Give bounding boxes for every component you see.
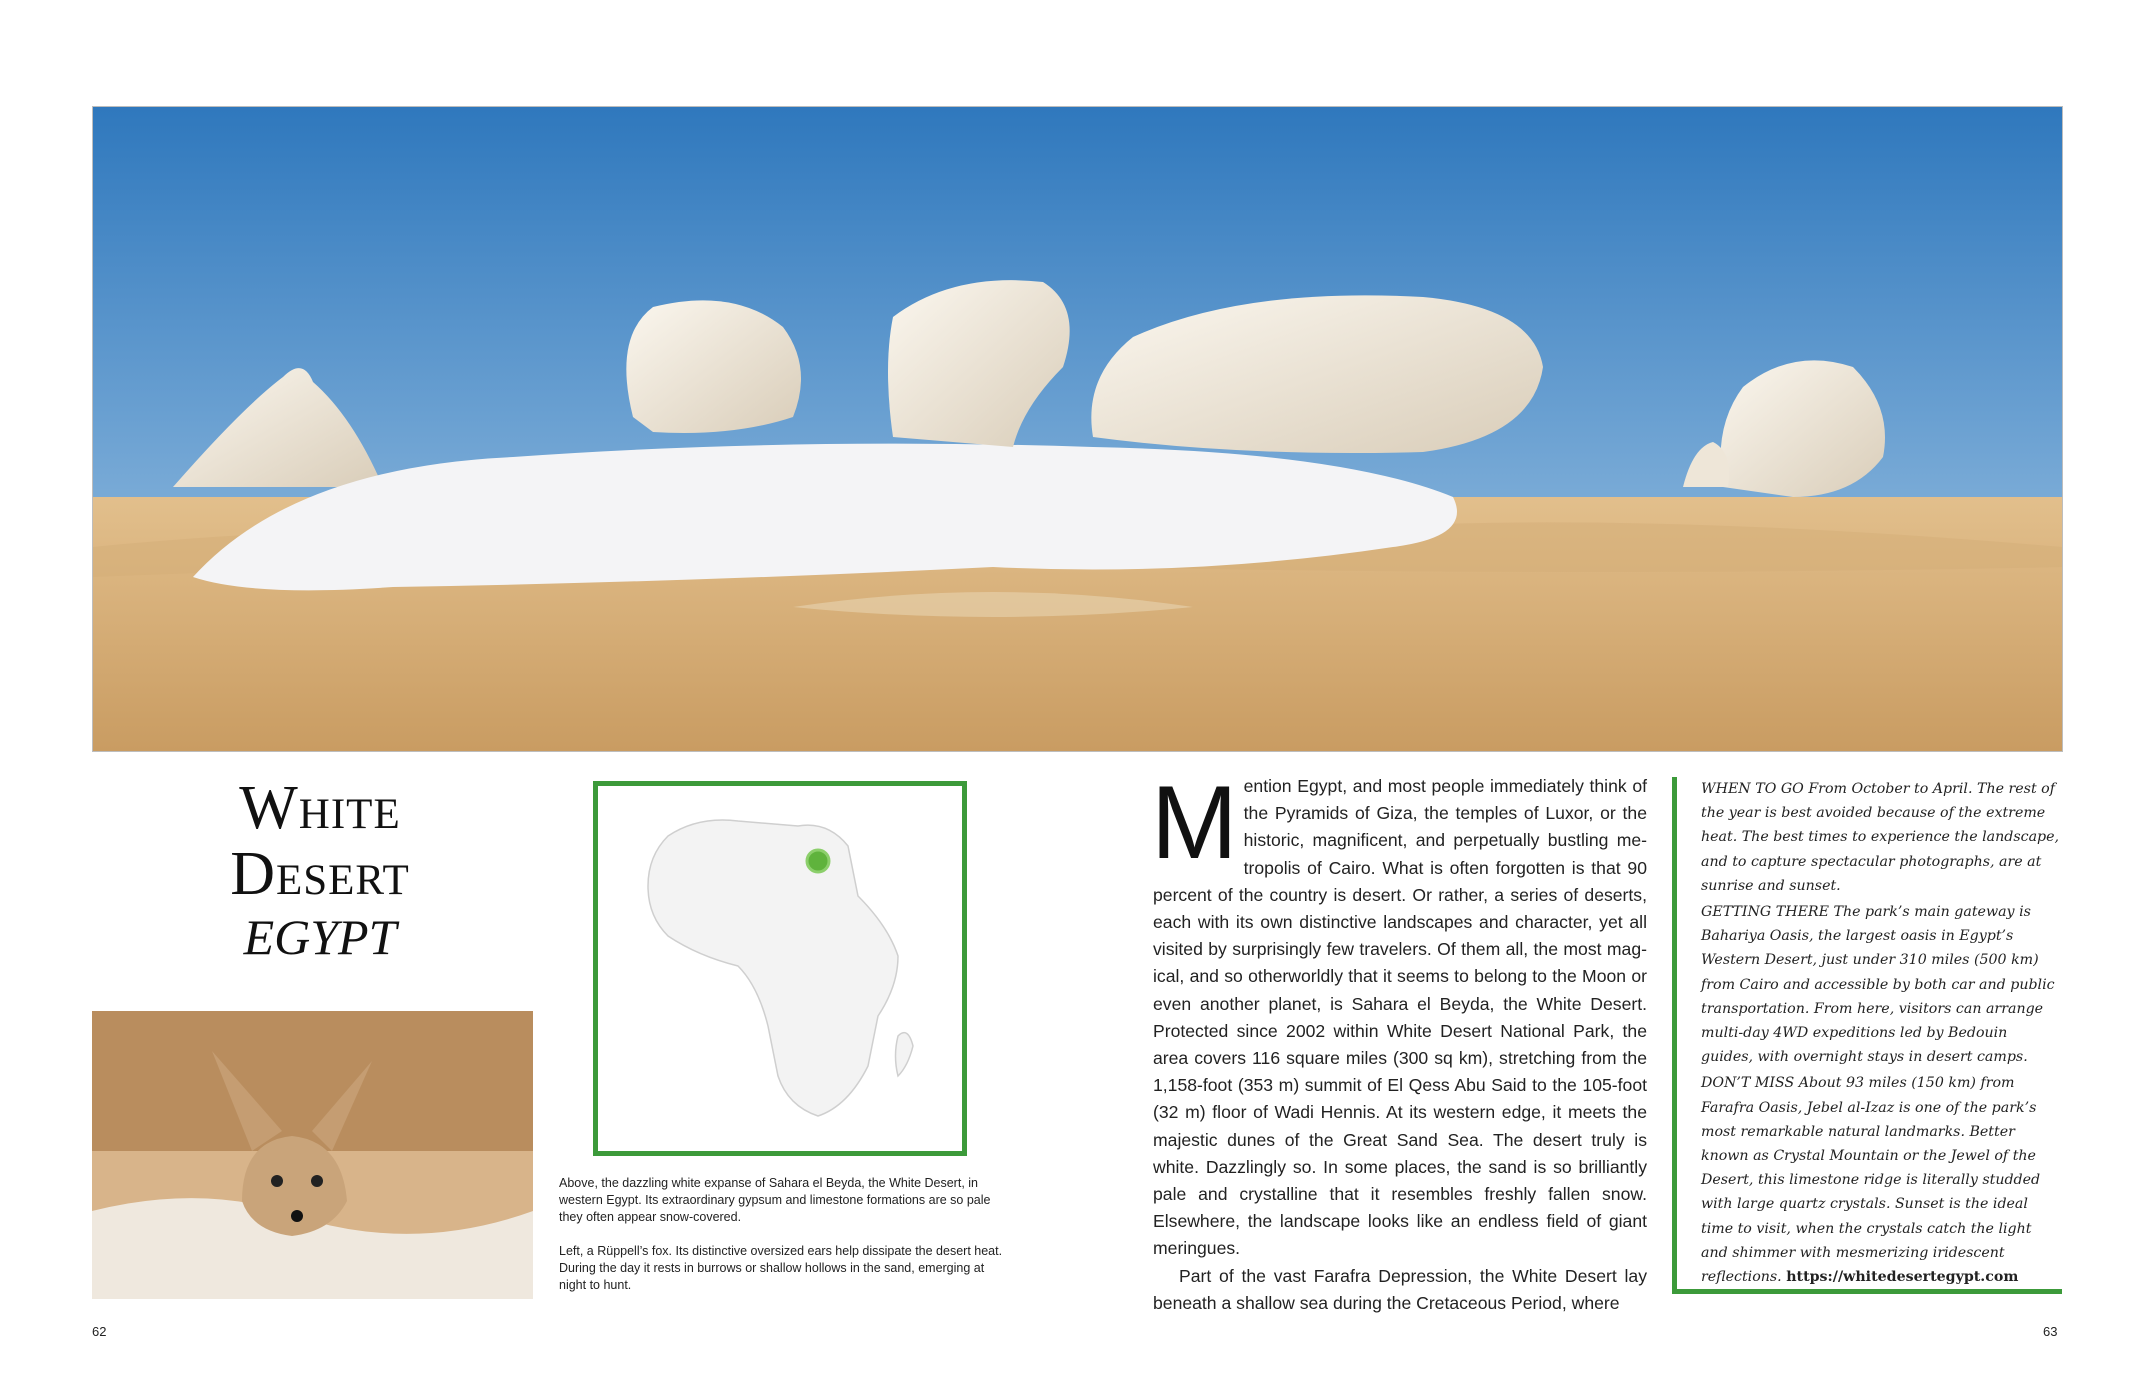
title-line-desert: Desert [230, 840, 410, 908]
sidebar-dont-miss [1701, 1071, 2062, 1289]
drop-cap: M [1151, 765, 1238, 881]
location-marker-icon [807, 850, 829, 872]
sidebar-when-to-go: WHEN TO GO From October to April. The rest of the year is best avoided because of the extreme heat. The best times to experience the landscape, and to capture spectacular photographs, are at sunrise and sunset. [1701, 781, 2060, 894]
title-line-egypt: EGYPT [243, 909, 397, 965]
africa-locator-map [593, 781, 967, 1156]
travel-info-sidebar [1672, 777, 2062, 1294]
caption-above: Above, the dazzling white expanse of Sahara el Beyda, the White Desert, in western Egypt. Its extraordinary gypsum and limestone formations are so pale they often appear snow-covered. [559, 1176, 991, 1224]
sidebar-getting-there: GETTING THERE The park’s main gateway is Bahariya Oasis, the largest oasis in Egypt’s Western Desert, just under 310 miles (500 km) from Cairo and accessible by both car and public transportation. From here, visitors can arrange multi-day 4WD expeditions led by Bedouin guides, with overnight stays in desert camps. [1701, 904, 2055, 1066]
fox-photo [92, 1011, 533, 1299]
sidebar-dont-miss-text: DON’T MISS About 93 miles (150 km) from Farafra Oasis, Jebel al-Izaz is one of the park’s most remarkable natural landmarks. Better known as Crystal Mountain or the Jewel of the Desert, this limestone ridge is literally studded with large quartz crystals. Sunset is the ideal time to visit, when the crystals catch the light and shimmer with mesmerizing iridescent reflections. [1701, 1075, 2041, 1286]
article-body [1151, 765, 1647, 1317]
hero-photo-white-desert [92, 106, 2063, 752]
body-paragraph-1-text: ention Egypt, and most people immediately think of the Pyramids of Giza, the temples of Luxor, or the historic, magnificent, and perpetually bustling me-tropolis of Cairo. What is often forgotten is that 90 percent of the country is desert. Or rather, a series of deserts, each with its own distinctive landscapes and character, yet all visited by surprisingly few travelers. Of them all, the most mag-ical, and so otherworldly that it seems to belong to the Moon or even another planet, is Sahara el Beyda, the White Desert. Protected since 2002 within White Desert National Park, the area covers 116 square miles (300 sq km), stretching from the 1,158-foot (353 m) summit of El Qess Abu Said to the 105-foot (32 m) floor of Wadi Hennis. At its western edge, it meets the majestic dunes of the Great Sand Sea. The desert truly is white. Dazzlingly so. In some places, the sand is so brilliantly pale and crystalline that it resembles freshly fallen snow. Elsewhere, the landscape looks like an endless field of giant meringues. [1153, 776, 1647, 1259]
title-line-white: White [239, 774, 401, 842]
website-link[interactable]: https://whitedesertegypt.com [1786, 1269, 2019, 1286]
caption-left: Left, a Rüppell’s fox. Its distinctive oversized ears help dissipate the desert heat. During the day it rests in burrows or shallow hollows in the sand, emerging at night to hunt. [559, 1244, 1003, 1292]
body-paragraph-2: Part of the vast Farafra Depression, the White Desert lay beneath a shallow sea during the Cretaceous Period, where [1153, 1265, 1647, 1313]
page-number-right: 63 [2043, 1324, 2058, 1339]
page-number-left: 62 [92, 1324, 107, 1339]
body-paragraph-1 [1151, 765, 1647, 1263]
article-title [150, 775, 490, 967]
photo-captions [559, 1175, 1004, 1311]
